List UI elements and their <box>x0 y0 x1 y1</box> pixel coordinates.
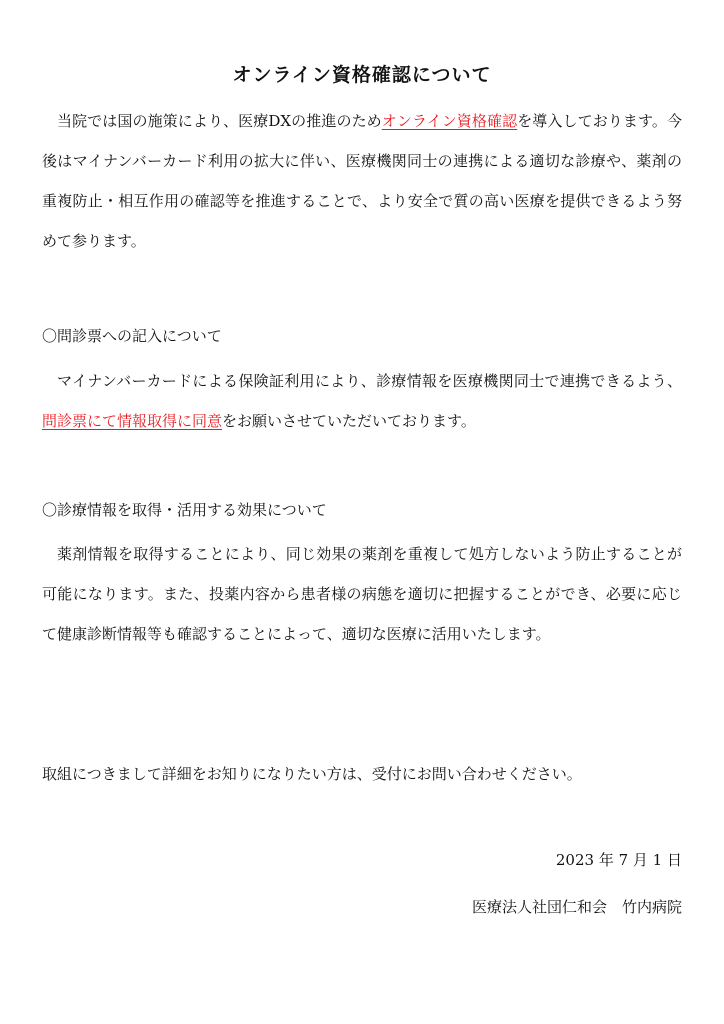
section1-text-post: をお願いさせていただいております。 <box>222 412 476 430</box>
intro-text-pre: 当院では国の施策により、医療DXの推進のため <box>57 112 382 130</box>
section1-text-pre: マイナンバーカードによる保険証利用により、診療情報を医療機関同士で連携できるよう、 <box>57 372 682 390</box>
intro-paragraph <box>42 101 682 261</box>
section2-heading: 〇診療情報を取得・活用する効果について <box>42 501 327 519</box>
section1-heading: 〇問診票への記入について <box>42 327 222 345</box>
section1-paragraph <box>42 361 682 441</box>
page-title: オンライン資格確認について <box>232 64 492 86</box>
section1-highlight: 問診票にて情報取得に同意 <box>42 412 223 430</box>
signature: 医療法人社団仁和会 竹内病院 <box>471 898 682 916</box>
intro-text-post: を導入しております。今後はマイナンバーカード利用の拡大に伴い、医療機関同士の連携による適切な診療や、薬剤の重複防止・相互作用の確認等を推進することで、より安全で質の高い医療を提供できるよう努めて参ります。 <box>42 112 682 250</box>
section2-paragraph: 薬剤情報を取得することにより、同じ効果の薬剤を重複して処方しないよう防止することが可能になります。また、投薬内容から患者様の病態を適切に把握することができ、必要に応じて健康診断情報等も確認することによって、適切な医療に活用いたします。 <box>42 545 682 643</box>
date: 2023 年 7 月 1 日 <box>555 851 682 869</box>
closing-text: 取組につきまして詳細をお知りになりたい方は、受付にお問い合わせください。 <box>42 765 582 783</box>
intro-highlight: オンライン資格確認 <box>381 112 518 130</box>
